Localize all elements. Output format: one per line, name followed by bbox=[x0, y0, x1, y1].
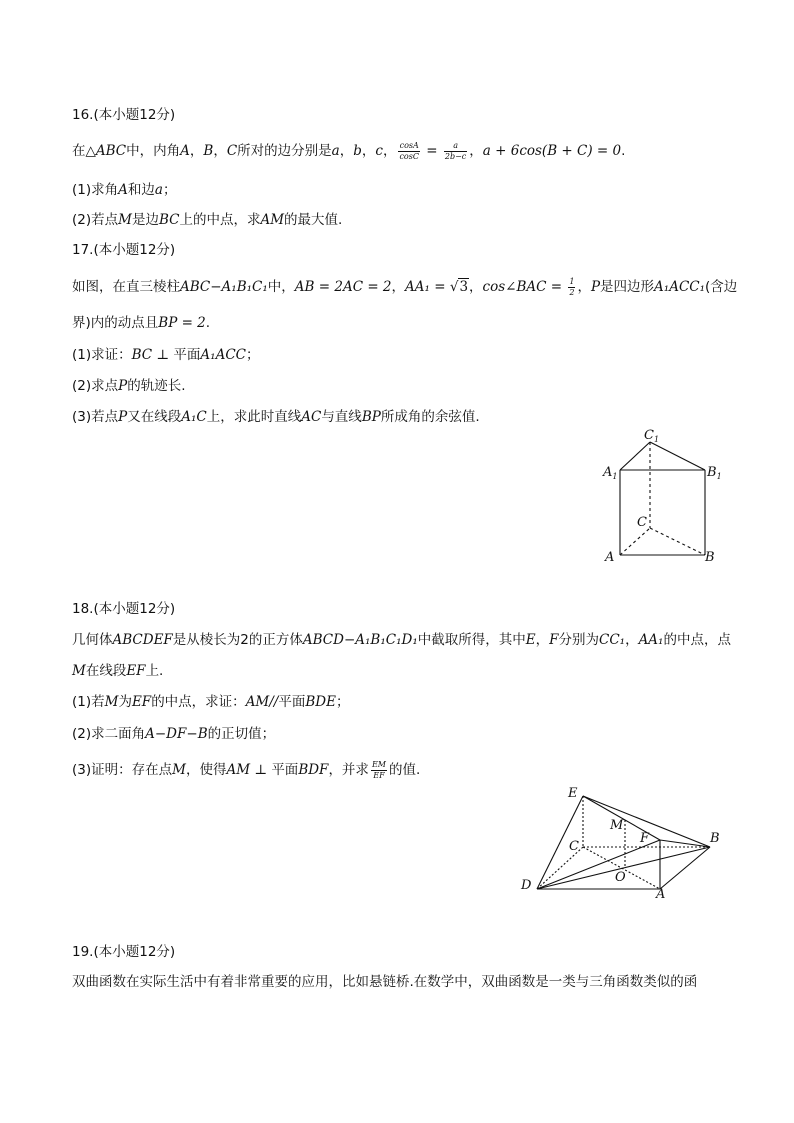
q16-part2: (2)若点M是边BC上的中点，求AM的最大值. bbox=[72, 212, 343, 228]
label-a: A bbox=[605, 550, 615, 565]
q16-fraction-a: $\frac{a}{2b-c}$ bbox=[444, 140, 467, 161]
q18-part1: (1)若M为EF的中点，求证：AM//平面BDE； bbox=[72, 694, 350, 710]
label-b: B bbox=[705, 550, 715, 565]
q18-solid-figure bbox=[515, 780, 730, 893]
edge-c1-b1 bbox=[650, 442, 705, 470]
label-d: D bbox=[521, 878, 532, 893]
q17-part3: (3)若点P又在线段A₁C上，求此时直线AC与直线BP所成角的余弦值. bbox=[72, 409, 480, 425]
edge-a1-c1 bbox=[620, 442, 650, 470]
edge-d-f bbox=[537, 840, 660, 889]
label-m: M bbox=[610, 818, 624, 833]
q17-prism-figure bbox=[595, 422, 730, 572]
label-f: F bbox=[640, 831, 650, 846]
q17-header: 17.(本小题12分) bbox=[72, 242, 176, 258]
label-o: O bbox=[615, 870, 626, 885]
q19-header: 19.(本小题12分) bbox=[72, 944, 176, 960]
q17-stem-line1: 如图，在直三棱柱ABC−A₁B₁C₁中，AB = 2AC = 2，AA₁ = √3，cos∠BAC = $\frac{1}{2}$ ，P是四边形A₁ACC₁(含边 bbox=[72, 276, 738, 297]
label-b: B bbox=[710, 831, 720, 846]
label-c1: $C_1$ bbox=[644, 428, 660, 444]
q16-header: 16.(本小题12分) bbox=[72, 107, 176, 123]
edge-a-c bbox=[620, 528, 650, 555]
label-a1: $A_1$ bbox=[603, 465, 618, 481]
label-e: E bbox=[568, 786, 578, 801]
q18-label-a: A bbox=[656, 887, 666, 902]
q18-stem-line1: 几何体ABCDEF是从棱长为2的正方体ABCD−A₁B₁C₁D₁中截取所得，其中E，F分别为CC₁，AA₁的中点，点 bbox=[72, 632, 731, 648]
label-c: C bbox=[569, 839, 579, 854]
q17-stem-line2: 界)内的动点且BP = 2. bbox=[72, 315, 211, 331]
q18-part2: (2)求二面角A−DF−B的正切值； bbox=[72, 726, 276, 742]
q17-part1: (1)求证：BC ⊥ 平面A₁ACC； bbox=[72, 347, 260, 363]
q16-fraction-cos: $\frac{\cos A}{\cos C}$ bbox=[399, 140, 419, 161]
q16-part1: (1)求角A和边a； bbox=[72, 182, 177, 198]
q18-part3: (3)证明：存在点M，使得AM ⊥ 平面BDF，并求 $\frac{EM}{EF}$ 的值. bbox=[72, 759, 421, 780]
q17-fraction-half: $\frac{1}{2}$ bbox=[569, 276, 575, 297]
q17-part2: (2)求点P的轨迹长. bbox=[72, 378, 186, 394]
q19-stem-line1: 双曲函数在实际生活中有着非常重要的应用，比如悬链桥.在数学中，双曲函数是一类与三角函数类似的函 bbox=[72, 974, 698, 990]
q18-header: 18.(本小题12分) bbox=[72, 601, 176, 617]
q18-fraction-em-ef: $\frac{EM}{EF}$ bbox=[371, 759, 386, 780]
label-b1: $B_1$ bbox=[707, 465, 722, 481]
label-c: C bbox=[637, 515, 647, 530]
q16-stem: 在△ABC中，内角A，B，C所对的边分别是a，b，c， $\frac{\cos A}{\cos C}$ = $\frac{a}{2b-c}$ ，a + 6cos(B + C) = 0. bbox=[72, 140, 626, 161]
edge-c-b bbox=[650, 528, 705, 555]
q18-stem-line2: M在线段EF上. bbox=[72, 663, 164, 679]
